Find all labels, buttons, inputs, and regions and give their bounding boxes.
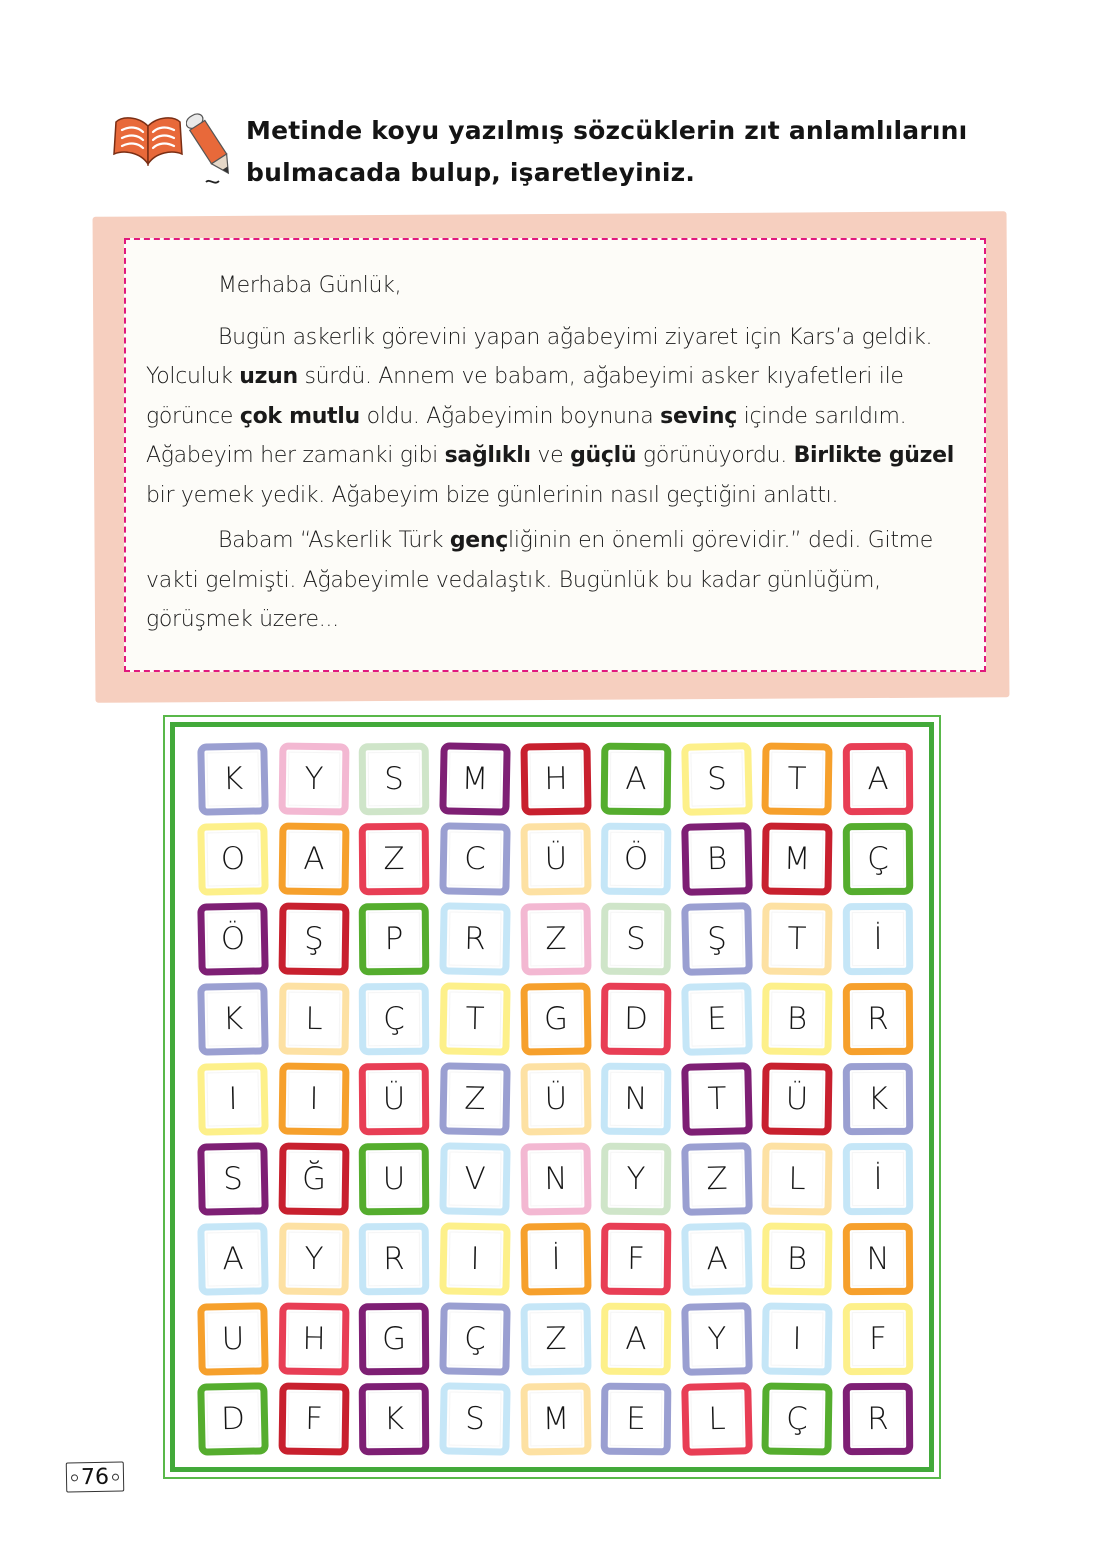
letter-tile[interactable]: Ç	[843, 823, 914, 895]
bold-word: çok mutlu	[239, 403, 360, 429]
letter-tile[interactable]: N	[843, 1223, 914, 1295]
letter-tile[interactable]: T	[762, 902, 833, 975]
letter-tile[interactable]: Ş	[681, 902, 753, 976]
letter-tile[interactable]: Ü	[520, 1062, 591, 1135]
bold-word: genç	[449, 528, 509, 553]
bold-word: sağlıklı	[444, 443, 531, 468]
letter-tile[interactable]: Ğ	[278, 1143, 349, 1216]
diary-p2-line1: Babam “Askerlik Türk gençliğinin en önemli görevidir.” dedi. Gitme	[218, 528, 934, 553]
letter-tile[interactable]: I	[198, 1062, 269, 1135]
letter-tile[interactable]: Ü	[359, 1063, 430, 1136]
letter-tile[interactable]: A	[681, 1222, 753, 1296]
diary-p1-line1: Bugün askerlik görevini yapan ağabeyimi ziyaret için Kars’a geldik.	[218, 324, 933, 350]
diary-p2-line2: vakti gelmişti. Ağabeyimle vedalaştık. Bugünlük bu kadar günlüğüm,	[146, 567, 881, 593]
page-number: 76	[80, 1464, 110, 1490]
letter-tile[interactable]: A	[198, 1222, 269, 1295]
letter-tile[interactable]: S	[601, 903, 672, 976]
diary-p1-line2: Yolculuk uzun sürdü. Annem ve babam, ağabeyimi asker kıyafetleri ile	[146, 364, 904, 389]
letter-tile[interactable]: Z	[520, 902, 591, 975]
pencil-icon	[186, 108, 238, 192]
letter-tile[interactable]: L	[278, 983, 349, 1056]
letter-tile[interactable]: Z	[681, 1142, 753, 1216]
letter-tile[interactable]: F	[278, 1383, 349, 1456]
letter-tile[interactable]: L	[762, 1142, 833, 1215]
bold-word: Birlikte güzel	[793, 443, 955, 468]
rivet-icon	[71, 1474, 78, 1481]
letter-tile[interactable]: T	[762, 742, 833, 815]
letter-tile[interactable]: A	[278, 823, 349, 896]
letter-tile[interactable]: T	[439, 982, 510, 1055]
letter-tile[interactable]: Ö	[601, 823, 672, 896]
letter-tile[interactable]: İ	[843, 903, 914, 975]
letter-tile[interactable]: Ş	[278, 903, 349, 976]
instruction-text	[246, 110, 967, 194]
letter-tile[interactable]: Ç	[359, 983, 430, 1056]
word-search-frame	[163, 715, 941, 1479]
letter-tile[interactable]: İ	[520, 1222, 591, 1295]
letter-tile[interactable]: Z	[439, 1062, 510, 1135]
instruction-header	[108, 108, 1008, 198]
letter-tile[interactable]: Ç	[439, 1302, 510, 1375]
instruction-line-1: Metinde koyu yazılmış sözcüklerin zıt anlamlılarını	[246, 116, 968, 145]
letter-tile[interactable]: A	[601, 1303, 672, 1376]
letter-tile[interactable]: A	[601, 743, 672, 816]
letter-tile[interactable]: D	[601, 983, 672, 1056]
letter-tile[interactable]: L	[681, 1382, 753, 1456]
letter-tile[interactable]: K	[843, 1063, 914, 1135]
letter-tile[interactable]: A	[843, 743, 914, 815]
diary-p2-line3: görüşmek üzere...	[146, 607, 339, 632]
letter-tile[interactable]: G	[520, 982, 591, 1055]
diary-p1-line3: görünce çok mutlu oldu. Ağabeyimin boynuna sevinç içinde sarıldım.	[146, 403, 907, 429]
letter-tile[interactable]: R	[843, 1383, 914, 1455]
letter-tile[interactable]: C	[439, 822, 510, 895]
letter-tile[interactable]: Z	[359, 823, 430, 896]
letter-tile[interactable]: U	[198, 1302, 269, 1375]
letter-tile[interactable]: O	[198, 822, 269, 895]
letter-tile[interactable]: R	[359, 1223, 430, 1296]
letter-tile[interactable]: I	[439, 1222, 510, 1295]
diary-greeting: Merhaba Günlük,	[218, 273, 402, 298]
book-icon	[112, 114, 184, 170]
letter-tile[interactable]: P	[359, 903, 430, 976]
letter-tile[interactable]: H	[278, 1303, 349, 1376]
bold-word: sevinç	[660, 403, 737, 429]
letter-tile[interactable]: T	[681, 1062, 753, 1136]
letter-tile[interactable]: Ö	[198, 902, 269, 975]
letter-tile[interactable]: K	[198, 742, 269, 815]
letter-tile[interactable]: K	[198, 982, 269, 1055]
letter-tile[interactable]: N	[520, 1142, 591, 1215]
letter-tile[interactable]: İ	[843, 1143, 914, 1215]
letter-tile[interactable]: E	[601, 1383, 672, 1456]
letter-tile[interactable]: M	[762, 822, 833, 895]
letter-tile[interactable]: Ü	[762, 1062, 833, 1135]
letter-tile[interactable]: S	[198, 1142, 269, 1215]
letter-tile[interactable]: U	[359, 1143, 430, 1216]
letter-tile[interactable]: N	[601, 1063, 672, 1136]
letter-tile[interactable]: S	[359, 743, 430, 816]
letter-tile[interactable]: K	[359, 1383, 430, 1456]
diary-card	[124, 238, 986, 672]
letter-tile[interactable]: R	[843, 983, 914, 1055]
letter-tile[interactable]: B	[681, 822, 753, 896]
bold-word: uzun	[239, 364, 298, 389]
letter-tile[interactable]: V	[439, 1142, 510, 1215]
letter-tile[interactable]: S	[439, 1382, 510, 1455]
letter-tile[interactable]: Ü	[520, 822, 591, 895]
letter-tile[interactable]: D	[198, 1382, 269, 1455]
page-number-badge	[66, 1461, 125, 1492]
letter-tile[interactable]: B	[762, 1222, 833, 1295]
letter-tile[interactable]: G	[359, 1303, 430, 1376]
letter-tile[interactable]: B	[762, 982, 833, 1055]
letter-tile[interactable]: S	[681, 742, 753, 816]
letter-tile[interactable]: M	[439, 742, 510, 815]
word-search-grid	[193, 739, 918, 1459]
letter-tile[interactable]: Z	[520, 1302, 591, 1375]
letter-tile[interactable]: Y	[278, 743, 349, 816]
letter-tile[interactable]: Y	[681, 1302, 753, 1376]
letter-tile[interactable]: F	[601, 1223, 672, 1296]
instruction-line-2: bulmacada bulup, işaretleyiniz.	[246, 158, 696, 187]
letter-tile[interactable]: Ç	[762, 1382, 833, 1455]
letter-tile[interactable]: M	[520, 1382, 591, 1455]
bold-word: güçlü	[570, 443, 637, 468]
letter-tile[interactable]: I	[762, 1302, 833, 1375]
letter-tile[interactable]: R	[439, 902, 510, 975]
letter-tile[interactable]: H	[520, 742, 591, 815]
letter-tile[interactable]: E	[681, 982, 753, 1056]
letter-tile[interactable]: F	[843, 1303, 914, 1375]
letter-tile[interactable]: Y	[601, 1143, 672, 1216]
diary-p1-line4: Ağabeyim her zamanki gibi sağlıklı ve güçlü görünüyordu. Birlikte güzel	[146, 443, 955, 468]
diary-text	[146, 266, 966, 640]
rivet-icon	[112, 1474, 119, 1481]
diary-p1-line5: bir yemek yedik. Ağabeyim bize günlerinin nasıl geçtiğini anlattı.	[146, 482, 839, 508]
letter-tile[interactable]: I	[278, 1063, 349, 1136]
letter-tile[interactable]: Y	[278, 1223, 349, 1296]
